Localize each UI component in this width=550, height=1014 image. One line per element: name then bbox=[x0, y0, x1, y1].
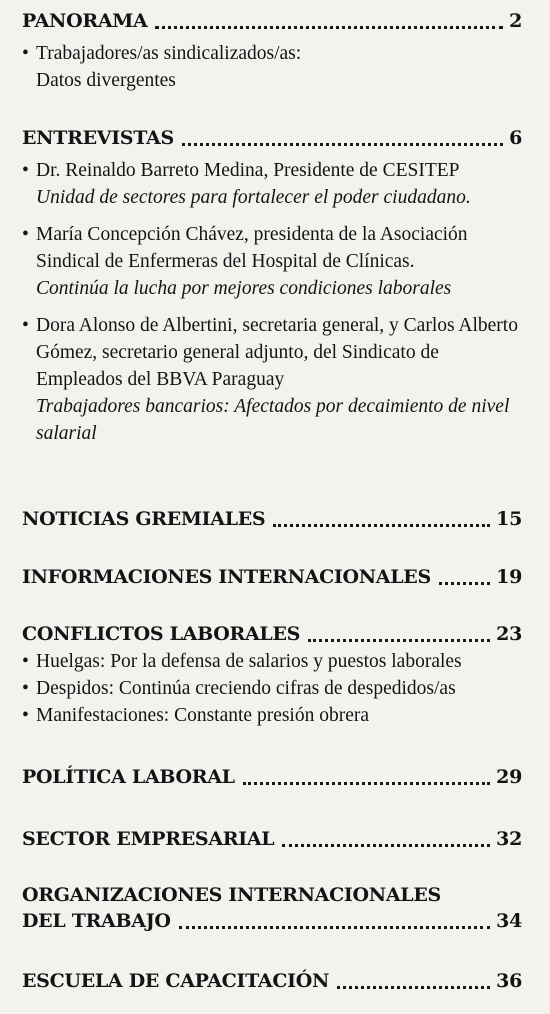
page-number: 34 bbox=[496, 910, 522, 932]
dot-leader bbox=[439, 582, 490, 585]
dot-leader bbox=[308, 639, 490, 642]
toc-heading-empresarial[interactable] bbox=[22, 826, 522, 852]
toc-section-escuela bbox=[22, 968, 522, 994]
page-number: 19 bbox=[496, 566, 522, 588]
bullet: • bbox=[22, 651, 29, 672]
toc-section-entrevistas bbox=[22, 125, 522, 457]
item-text: Manifestaciones: Constante presión obrera bbox=[36, 705, 370, 726]
toc-section-internacionales bbox=[22, 564, 522, 590]
toc-item bbox=[22, 702, 522, 729]
section-title: CONFLICTOS LABORALES bbox=[22, 623, 301, 645]
section-title-line2: DEL TRABAJO bbox=[22, 910, 171, 932]
toc-section-politica bbox=[22, 764, 522, 790]
toc-heading-internacionales[interactable] bbox=[22, 564, 522, 590]
section-title-line1: ORGANIZACIONES INTERNACIONALES bbox=[22, 884, 441, 906]
toc-section-noticias bbox=[22, 506, 522, 532]
dot-leader bbox=[182, 143, 503, 146]
toc-item-list bbox=[22, 648, 522, 729]
toc-item bbox=[22, 221, 522, 302]
item-text: Dr. Reinaldo Barreto Medina, Presidente de CESITEP bbox=[36, 160, 460, 181]
toc-item bbox=[22, 40, 522, 94]
page-number: 2 bbox=[509, 10, 522, 32]
bullet: • bbox=[22, 705, 29, 726]
toc-item bbox=[22, 648, 522, 675]
item-subtitle: Trabajadores bancarios: Afectados por decaimiento de nivel salarial bbox=[36, 396, 510, 444]
dot-leader bbox=[179, 926, 491, 929]
bullet: • bbox=[22, 224, 29, 245]
toc-section-conflictos bbox=[22, 621, 522, 729]
item-text: Dora Alonso de Albertini, secretaria general, y Carlos Alberto Gómez, secretario general adjunto, del Sindicato de Empleados del BBVA Paraguay bbox=[36, 315, 518, 390]
dot-leader bbox=[337, 986, 490, 989]
page-number: 23 bbox=[496, 623, 522, 645]
dot-leader bbox=[273, 524, 490, 527]
section-title: ENTREVISTAS bbox=[22, 127, 174, 149]
dot-leader bbox=[155, 26, 503, 29]
toc-heading-panorama[interactable] bbox=[22, 8, 522, 34]
section-title: POLÍTICA LABORAL bbox=[22, 766, 235, 788]
toc-item-list bbox=[22, 40, 522, 94]
toc-heading-conflictos[interactable] bbox=[22, 621, 522, 647]
toc-heading-entrevistas[interactable] bbox=[22, 125, 522, 151]
toc-item-list bbox=[22, 157, 522, 447]
bullet: • bbox=[22, 43, 29, 64]
item-text: Trabajadores/as sindicalizados/as: bbox=[36, 43, 302, 64]
page-number: 36 bbox=[496, 970, 522, 992]
item-subtitle: Unidad de sectores para fortalecer el poder ciudadano. bbox=[36, 187, 471, 208]
toc-item bbox=[22, 157, 522, 211]
toc-heading-politica[interactable] bbox=[22, 764, 522, 790]
page-number: 29 bbox=[496, 766, 522, 788]
item-text: María Concepción Chávez, presidenta de la Asociación Sindical de Enfermeras del Hospital de Clínicas. bbox=[36, 224, 468, 272]
toc-item bbox=[22, 312, 522, 447]
item-subtitle: Continúa la lucha por mejores condiciones laborales bbox=[36, 278, 452, 299]
section-title: SECTOR EMPRESARIAL bbox=[22, 828, 275, 850]
page-number: 15 bbox=[496, 508, 522, 530]
toc-section-empresarial bbox=[22, 826, 522, 852]
toc-item bbox=[22, 675, 522, 702]
page-number: 6 bbox=[509, 127, 522, 149]
item-text: Huelgas: Por la defensa de salarios y puestos laborales bbox=[36, 651, 462, 672]
section-title: ESCUELA DE CAPACITACIÓN bbox=[22, 970, 330, 992]
section-title: PANORAMA bbox=[22, 10, 148, 32]
dot-leader bbox=[282, 844, 490, 847]
toc-heading-organizaciones[interactable] bbox=[22, 882, 522, 934]
bullet: • bbox=[22, 315, 29, 336]
toc-section-organizaciones bbox=[22, 882, 522, 934]
item-text: Despidos: Continúa creciendo cifras de despedidos/as bbox=[36, 678, 456, 699]
toc-heading-escuela[interactable] bbox=[22, 968, 522, 994]
section-title: NOTICIAS GREMIALES bbox=[22, 508, 266, 530]
bullet: • bbox=[22, 678, 29, 699]
section-title: INFORMACIONES INTERNACIONALES bbox=[22, 566, 431, 588]
toc-section-panorama bbox=[22, 8, 522, 104]
item-text-line2: Datos divergentes bbox=[36, 70, 176, 91]
bullet: • bbox=[22, 160, 29, 181]
dot-leader bbox=[243, 782, 490, 785]
toc-heading-noticias[interactable] bbox=[22, 506, 522, 532]
page-number: 32 bbox=[496, 828, 522, 850]
